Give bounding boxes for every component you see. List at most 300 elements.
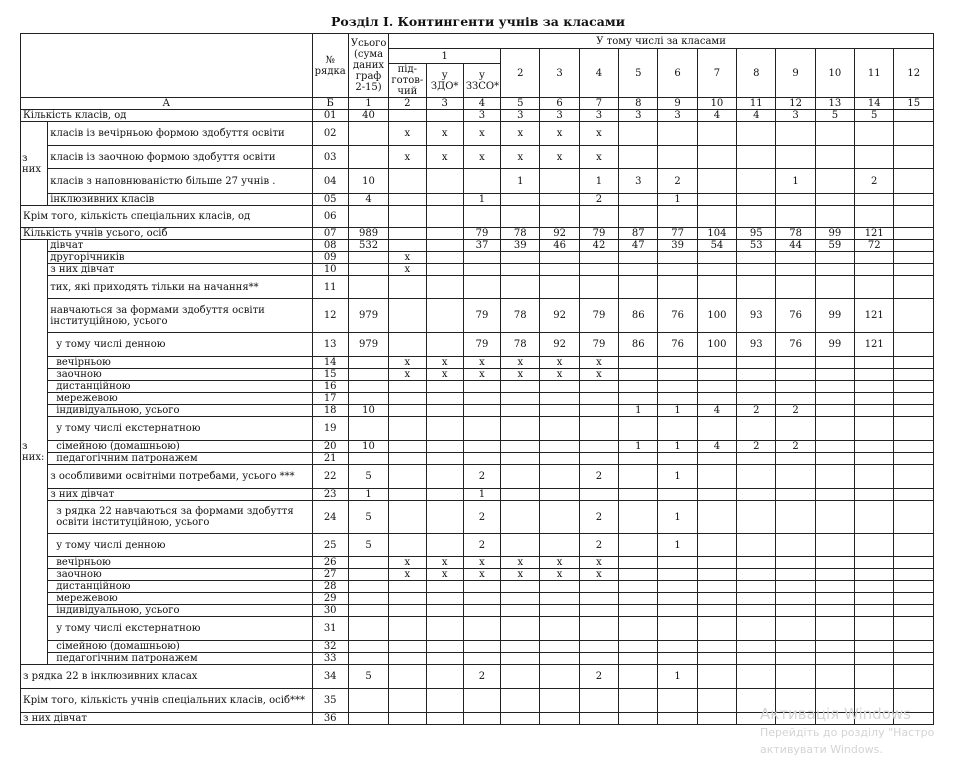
cell-value xyxy=(619,194,658,206)
cell-value xyxy=(348,417,388,441)
cell-value xyxy=(697,605,736,617)
cell-value xyxy=(697,665,736,689)
row-label: мережевою xyxy=(48,393,312,405)
row-label: з рядка 22 навчаються за формами здобуття освіти інституційною, усього xyxy=(48,501,312,534)
cell-value xyxy=(389,713,426,725)
cell-value xyxy=(697,617,736,641)
cell-value: 53 xyxy=(737,240,776,252)
cell-value: x xyxy=(426,569,463,581)
cell-value: 3 xyxy=(658,110,697,122)
cell-value xyxy=(579,489,618,501)
cell-value xyxy=(619,653,658,665)
cell-value: 2 xyxy=(776,441,815,453)
cell-value xyxy=(579,453,618,465)
cell-value xyxy=(894,593,934,605)
cell-value: 79 xyxy=(463,333,500,357)
cell-value: 1 xyxy=(348,489,388,501)
cell-value xyxy=(658,605,697,617)
cell-value: x xyxy=(389,146,426,169)
table-row xyxy=(21,653,934,665)
cell-value: 989 xyxy=(348,228,388,240)
cell-value xyxy=(579,617,618,641)
cell-value: 76 xyxy=(658,333,697,357)
cell-value xyxy=(540,276,579,299)
cell-value xyxy=(815,453,854,465)
group-label: з них xyxy=(21,122,48,206)
cell-value xyxy=(658,393,697,405)
cell-value: x xyxy=(426,122,463,146)
cell-value: 4 xyxy=(697,110,736,122)
cell-value: 78 xyxy=(776,228,815,240)
cell-value xyxy=(658,689,697,713)
table-row xyxy=(21,169,934,194)
cell-value: 2 xyxy=(463,534,500,557)
cell-value: 86 xyxy=(619,333,658,357)
cell-value xyxy=(389,689,426,713)
cell-value: x xyxy=(389,369,426,381)
row-number: 19 xyxy=(312,417,348,441)
cell-value xyxy=(737,417,776,441)
cell-value xyxy=(894,206,934,228)
cell-value xyxy=(501,381,540,393)
cell-value xyxy=(348,581,388,593)
header-blank xyxy=(21,34,313,98)
cell-value xyxy=(540,441,579,453)
cell-value xyxy=(619,381,658,393)
cell-value xyxy=(855,441,894,453)
table-row xyxy=(21,122,934,146)
cell-value xyxy=(389,665,426,689)
cell-value xyxy=(579,653,618,665)
cell-value: 79 xyxy=(463,299,500,333)
cell-value xyxy=(697,417,736,441)
cell-value xyxy=(894,252,934,264)
cell-value: 2 xyxy=(855,169,894,194)
table-row xyxy=(21,417,934,441)
cell-value xyxy=(737,581,776,593)
cell-value xyxy=(815,405,854,417)
cell-value xyxy=(463,689,500,713)
table-row xyxy=(21,605,934,617)
table-row xyxy=(21,557,934,569)
cell-value xyxy=(501,593,540,605)
cell-value: 100 xyxy=(697,299,736,333)
row-label: сімейною (домашньою) xyxy=(48,641,312,653)
cell-value: 78 xyxy=(501,333,540,357)
cell-value: 79 xyxy=(579,228,618,240)
row-number: 32 xyxy=(312,641,348,653)
row-label: заочною xyxy=(48,569,312,581)
cell-value xyxy=(389,299,426,333)
cell-value: 2 xyxy=(737,441,776,453)
row-label: інклюзивних класів xyxy=(48,194,312,206)
cell-value xyxy=(540,534,579,557)
row-number: 11 xyxy=(312,276,348,299)
cell-value xyxy=(697,169,736,194)
row-number: 04 xyxy=(312,169,348,194)
cell-value xyxy=(579,252,618,264)
cell-value: 59 xyxy=(815,240,854,252)
cell-value xyxy=(348,617,388,641)
table-row xyxy=(21,453,934,465)
cell-value xyxy=(426,417,463,441)
cell-value: 72 xyxy=(855,240,894,252)
cell-value xyxy=(658,453,697,465)
cell-value xyxy=(737,557,776,569)
cell-value xyxy=(776,569,815,581)
cell-value xyxy=(894,393,934,405)
cell-value: 46 xyxy=(540,240,579,252)
cell-value: x xyxy=(463,369,500,381)
cell-value xyxy=(463,641,500,653)
cell-value xyxy=(348,393,388,405)
row-number: 27 xyxy=(312,569,348,581)
cell-value xyxy=(776,453,815,465)
cell-value xyxy=(540,653,579,665)
cell-value xyxy=(776,357,815,369)
cell-value xyxy=(855,146,894,169)
cell-value xyxy=(579,641,618,653)
row-number: 29 xyxy=(312,593,348,605)
cell-value xyxy=(855,206,894,228)
cell-value xyxy=(426,240,463,252)
cell-value: 99 xyxy=(815,333,854,357)
cell-value xyxy=(776,417,815,441)
cell-value xyxy=(426,665,463,689)
table-row xyxy=(21,333,934,357)
cell-value xyxy=(348,357,388,369)
cell-value xyxy=(815,393,854,405)
header-prep: під-готов-чий xyxy=(389,64,426,98)
cell-value xyxy=(426,381,463,393)
cell-value: x xyxy=(579,369,618,381)
row-label: з особливими освітніми потребами, усього *** xyxy=(48,465,312,489)
cell-value xyxy=(855,417,894,441)
cell-value: x xyxy=(579,357,618,369)
cell-value xyxy=(894,194,934,206)
cell-value xyxy=(776,264,815,276)
table-row xyxy=(21,252,934,264)
row-label: класів із заочною формою здобуття освіти xyxy=(48,146,312,169)
cell-value xyxy=(579,581,618,593)
column-number: 15 xyxy=(894,98,934,110)
cell-value xyxy=(776,393,815,405)
cell-value xyxy=(737,569,776,581)
row-label: сімейною (домашньою) xyxy=(48,441,312,453)
row-label: Кількість класів, од xyxy=(21,110,313,122)
cell-value xyxy=(463,453,500,465)
cell-value xyxy=(426,501,463,534)
cell-value: 1 xyxy=(658,665,697,689)
cell-value xyxy=(855,465,894,489)
contingents-table xyxy=(20,33,934,725)
cell-value xyxy=(463,252,500,264)
cell-value: 92 xyxy=(540,299,579,333)
cell-value: 2 xyxy=(776,405,815,417)
cell-value: 39 xyxy=(658,240,697,252)
cell-value xyxy=(855,453,894,465)
column-number: 8 xyxy=(619,98,658,110)
cell-value xyxy=(389,110,426,122)
cell-value: 1 xyxy=(658,405,697,417)
cell-value: 2 xyxy=(579,534,618,557)
cell-value xyxy=(540,605,579,617)
cell-value xyxy=(501,489,540,501)
cell-value xyxy=(815,276,854,299)
header-grade: 11 xyxy=(855,49,894,98)
cell-value xyxy=(619,357,658,369)
cell-value: 1 xyxy=(658,194,697,206)
cell-value xyxy=(894,665,934,689)
cell-value xyxy=(540,641,579,653)
cell-value: 3 xyxy=(579,110,618,122)
table-row xyxy=(21,405,934,417)
header-grade: 8 xyxy=(737,49,776,98)
cell-value xyxy=(697,569,736,581)
cell-value xyxy=(619,264,658,276)
cell-value xyxy=(855,194,894,206)
cell-value xyxy=(737,206,776,228)
cell-value: x xyxy=(579,557,618,569)
cell-value xyxy=(348,206,388,228)
cell-value xyxy=(737,534,776,557)
cell-value xyxy=(658,617,697,641)
column-number: 7 xyxy=(579,98,618,110)
cell-value xyxy=(501,617,540,641)
cell-value xyxy=(658,417,697,441)
cell-value xyxy=(619,641,658,653)
cell-value xyxy=(426,206,463,228)
cell-value xyxy=(737,641,776,653)
cell-value xyxy=(697,381,736,393)
cell-value xyxy=(894,110,934,122)
cell-value: x xyxy=(501,569,540,581)
table-row xyxy=(21,228,934,240)
table-row xyxy=(21,489,934,501)
cell-value xyxy=(697,194,736,206)
cell-value xyxy=(348,713,388,725)
row-number: 17 xyxy=(312,393,348,405)
cell-value xyxy=(540,581,579,593)
cell-value xyxy=(389,194,426,206)
cell-value xyxy=(894,146,934,169)
cell-value: x xyxy=(463,569,500,581)
cell-value xyxy=(815,489,854,501)
cell-value xyxy=(815,593,854,605)
row-number: 24 xyxy=(312,501,348,534)
cell-value xyxy=(426,534,463,557)
cell-value xyxy=(894,489,934,501)
cell-value: x xyxy=(389,569,426,581)
cell-value: 92 xyxy=(540,333,579,357)
cell-value xyxy=(389,581,426,593)
column-number: А xyxy=(21,98,313,110)
cell-value xyxy=(855,357,894,369)
cell-value xyxy=(348,276,388,299)
cell-value xyxy=(348,264,388,276)
cell-value xyxy=(894,381,934,393)
cell-value xyxy=(855,501,894,534)
table-row xyxy=(21,581,934,593)
cell-value xyxy=(855,264,894,276)
header-grade: 4 xyxy=(579,49,618,98)
cell-value: 5 xyxy=(348,501,388,534)
cell-value xyxy=(737,369,776,381)
cell-value xyxy=(855,252,894,264)
cell-value xyxy=(501,264,540,276)
cell-value xyxy=(697,276,736,299)
cell-value xyxy=(389,653,426,665)
cell-value xyxy=(579,393,618,405)
table-row xyxy=(21,441,934,453)
cell-value: 79 xyxy=(579,333,618,357)
row-number: 15 xyxy=(312,369,348,381)
cell-value xyxy=(389,393,426,405)
cell-value: 979 xyxy=(348,299,388,333)
cell-value xyxy=(540,713,579,725)
cell-value xyxy=(348,252,388,264)
cell-value: x xyxy=(463,146,500,169)
cell-value xyxy=(348,122,388,146)
row-number: 36 xyxy=(312,713,348,725)
cell-value xyxy=(579,405,618,417)
cell-value xyxy=(579,441,618,453)
column-number: 6 xyxy=(540,98,579,110)
cell-value: x xyxy=(501,357,540,369)
cell-value xyxy=(348,641,388,653)
cell-value: 10 xyxy=(348,169,388,194)
cell-value: 3 xyxy=(619,169,658,194)
row-number: 22 xyxy=(312,465,348,489)
table-row xyxy=(21,146,934,169)
column-number: 12 xyxy=(776,98,815,110)
cell-value xyxy=(619,146,658,169)
cell-value xyxy=(426,276,463,299)
cell-value xyxy=(463,617,500,641)
column-number: 11 xyxy=(737,98,776,110)
row-label: у тому числі денною xyxy=(48,333,312,357)
cell-value xyxy=(579,593,618,605)
cell-value xyxy=(463,605,500,617)
cell-value xyxy=(348,689,388,713)
cell-value xyxy=(540,593,579,605)
cell-value: 3 xyxy=(619,110,658,122)
cell-value: 44 xyxy=(776,240,815,252)
cell-value xyxy=(463,381,500,393)
cell-value: x xyxy=(389,357,426,369)
cell-value xyxy=(540,194,579,206)
cell-value xyxy=(737,453,776,465)
row-number: 25 xyxy=(312,534,348,557)
header-grade: 9 xyxy=(776,49,815,98)
cell-value xyxy=(389,465,426,489)
cell-value xyxy=(579,264,618,276)
header-total: Усього (сума даних граф 2-15) xyxy=(348,34,388,98)
row-label: Крім того, кількість спеціальних класів, од xyxy=(21,206,313,228)
cell-value: 39 xyxy=(501,240,540,252)
cell-value xyxy=(658,489,697,501)
cell-value xyxy=(697,489,736,501)
cell-value: x xyxy=(389,557,426,569)
cell-value xyxy=(426,581,463,593)
cell-value: x xyxy=(501,146,540,169)
cell-value xyxy=(463,417,500,441)
cell-value xyxy=(894,276,934,299)
cell-value xyxy=(501,581,540,593)
cell-value xyxy=(658,276,697,299)
cell-value: 2 xyxy=(463,501,500,534)
cell-value xyxy=(776,665,815,689)
cell-value: 3 xyxy=(776,110,815,122)
table-row xyxy=(21,593,934,605)
watermark-hint: Перейдіть до розділу "Настро xyxy=(760,726,935,740)
cell-value xyxy=(894,333,934,357)
cell-value xyxy=(697,369,736,381)
cell-value xyxy=(389,240,426,252)
cell-value: 2 xyxy=(579,501,618,534)
column-number: 9 xyxy=(658,98,697,110)
cell-value xyxy=(426,489,463,501)
cell-value: 121 xyxy=(855,299,894,333)
cell-value: 1 xyxy=(776,169,815,194)
column-number: 4 xyxy=(463,98,500,110)
group-label: з них: xyxy=(21,240,48,665)
cell-value xyxy=(426,264,463,276)
header-grade: 6 xyxy=(658,49,697,98)
cell-value: x xyxy=(540,122,579,146)
cell-value xyxy=(619,465,658,489)
cell-value xyxy=(426,593,463,605)
table-row xyxy=(21,665,934,689)
cell-value: 40 xyxy=(348,110,388,122)
row-label: у тому числі екстернатною xyxy=(48,617,312,641)
cell-value xyxy=(894,465,934,489)
cell-value: x xyxy=(426,369,463,381)
cell-value xyxy=(579,206,618,228)
cell-value xyxy=(426,393,463,405)
row-label: вечірньою xyxy=(48,557,312,569)
row-number: 33 xyxy=(312,653,348,665)
cell-value xyxy=(389,501,426,534)
cell-value xyxy=(658,713,697,725)
cell-value: 2 xyxy=(737,405,776,417)
cell-value: 121 xyxy=(855,333,894,357)
cell-value xyxy=(697,534,736,557)
cell-value xyxy=(815,252,854,264)
cell-value xyxy=(426,405,463,417)
table-row xyxy=(21,641,934,653)
cell-value xyxy=(737,501,776,534)
cell-value xyxy=(501,501,540,534)
cell-value xyxy=(389,641,426,653)
cell-value xyxy=(776,605,815,617)
cell-value xyxy=(815,569,854,581)
row-label: Крім того, кількість учнів спеціальних класів, осіб*** xyxy=(21,689,313,713)
row-label: тих, які приходять тільки на начання** xyxy=(48,276,312,299)
row-label: педагогічним патронажем xyxy=(48,653,312,665)
cell-value xyxy=(389,453,426,465)
cell-value xyxy=(855,665,894,689)
cell-value: 5 xyxy=(348,665,388,689)
cell-value xyxy=(463,593,500,605)
row-label: класів з наповнюваністю більше 27 учнів . xyxy=(48,169,312,194)
cell-value xyxy=(463,713,500,725)
cell-value xyxy=(540,465,579,489)
row-number: 06 xyxy=(312,206,348,228)
cell-value: 5 xyxy=(348,465,388,489)
cell-value: 4 xyxy=(697,441,736,453)
cell-value xyxy=(894,405,934,417)
